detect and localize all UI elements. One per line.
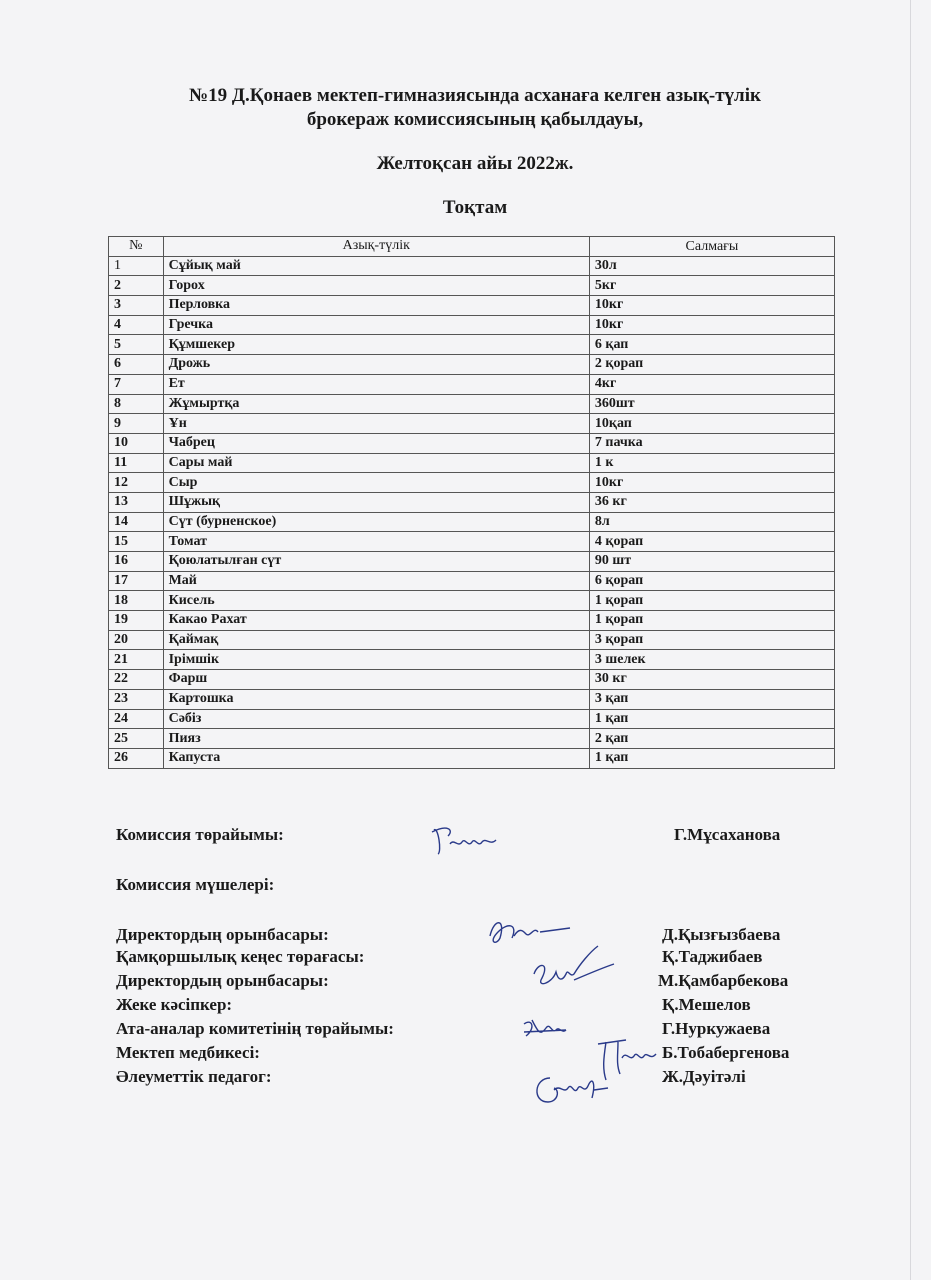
member-name: Б.Тобабергенова — [662, 1043, 790, 1062]
row-number: 9 — [109, 414, 164, 434]
row-number: 15 — [109, 532, 164, 552]
row-number: 23 — [109, 689, 164, 709]
product-name: Гречка — [163, 315, 589, 335]
product-quantity: 2 қап — [589, 729, 834, 749]
product-name: Сары май — [163, 453, 589, 473]
row-number: 8 — [109, 394, 164, 414]
table-row — [109, 532, 835, 552]
product-name: Чабрец — [163, 433, 589, 453]
row-number: 1 — [109, 256, 164, 276]
row-number: 20 — [109, 630, 164, 650]
product-name: Капуста — [163, 748, 589, 768]
product-quantity: 90 шт — [589, 552, 834, 572]
product-quantity: 6 қорап — [589, 571, 834, 591]
product-quantity: 10кг — [589, 296, 834, 316]
member-role: Мектеп медбикесі: — [116, 1043, 260, 1062]
signature-image — [428, 822, 508, 858]
row-number: 4 — [109, 315, 164, 335]
product-name: Перловка — [163, 296, 589, 316]
product-quantity: 8л — [589, 512, 834, 532]
row-number: 2 — [109, 276, 164, 296]
product-quantity: 1 қап — [589, 709, 834, 729]
row-number: 24 — [109, 709, 164, 729]
table-row — [109, 650, 835, 670]
product-quantity: 2 қорап — [589, 355, 834, 375]
row-number: 19 — [109, 611, 164, 631]
row-number: 22 — [109, 670, 164, 690]
product-name: Сыр — [163, 473, 589, 493]
product-quantity: 1 қап — [589, 748, 834, 768]
product-name: Ұн — [163, 414, 589, 434]
product-quantity: 30л — [589, 256, 834, 276]
member-name: Қ.Таджибаев — [662, 947, 763, 966]
product-quantity: 4 қорап — [589, 532, 834, 552]
row-number: 13 — [109, 492, 164, 512]
member-role: Директордың орынбасары: — [116, 925, 329, 944]
table-row — [109, 670, 835, 690]
members-label: Комиссия мүшелері: — [116, 875, 275, 894]
member-role: Әлеуметтік педагог: — [116, 1067, 272, 1086]
row-number: 14 — [109, 512, 164, 532]
member-role: Жеке кәсіпкер: — [116, 995, 233, 1014]
row-number: 10 — [109, 433, 164, 453]
table-row — [109, 552, 835, 572]
table-row — [109, 453, 835, 473]
product-name: Қоюлатылған сүт — [163, 552, 589, 572]
product-name: Дрожь — [163, 355, 589, 375]
table-row — [109, 630, 835, 650]
product-quantity: 3 шелек — [589, 650, 834, 670]
table-row — [109, 394, 835, 414]
product-name: Пияз — [163, 729, 589, 749]
row-number: 12 — [109, 473, 164, 493]
table-row — [109, 256, 835, 276]
table-row — [109, 709, 835, 729]
product-quantity: 5кг — [589, 276, 834, 296]
product-quantity: 1 к — [589, 453, 834, 473]
row-number: 3 — [109, 296, 164, 316]
product-name: Томат — [163, 532, 589, 552]
product-quantity: 1 қорап — [589, 611, 834, 631]
member-name: Қ.Мешелов — [662, 995, 751, 1014]
document-type: Тоқтам — [442, 197, 508, 218]
row-number: 11 — [109, 453, 164, 473]
product-name: Ет — [163, 374, 589, 394]
product-quantity: 30 кг — [589, 670, 834, 690]
table-row — [109, 355, 835, 375]
product-name: Құмшекер — [163, 335, 589, 355]
signature-image — [518, 1014, 574, 1044]
member-name: Ж.Дәуітәлі — [662, 1067, 746, 1086]
product-quantity: 360шт — [589, 394, 834, 414]
column-header-number: № — [109, 237, 164, 257]
table-row — [109, 571, 835, 591]
product-quantity: 4кг — [589, 374, 834, 394]
product-name: Ірімшік — [163, 650, 589, 670]
member-name: Д.Қызғызбаева — [662, 925, 781, 944]
product-quantity: 10кг — [589, 473, 834, 493]
product-name: Какао Рахат — [163, 611, 589, 631]
row-number: 21 — [109, 650, 164, 670]
column-header-quantity: Салмағы — [589, 237, 834, 257]
product-name: Сәбіз — [163, 709, 589, 729]
table-row — [109, 296, 835, 316]
row-number: 18 — [109, 591, 164, 611]
product-quantity: 10қап — [589, 414, 834, 434]
title-line-1: №19 Д.Қонаев мектеп-гимназиясында асханаға келген азық-түлік — [189, 85, 761, 106]
table-row — [109, 748, 835, 768]
table-row — [109, 276, 835, 296]
table-header-row — [109, 237, 835, 257]
product-quantity: 10кг — [589, 315, 834, 335]
product-name: Картошка — [163, 689, 589, 709]
row-number: 25 — [109, 729, 164, 749]
table-row — [109, 492, 835, 512]
title-line-2: брокераж комиссиясының қабылдауы, — [306, 109, 644, 130]
product-quantity: 36 кг — [589, 492, 834, 512]
scan-edge — [910, 0, 911, 1280]
chair-name: Г.Мұсаханова — [674, 825, 781, 844]
product-name: Горох — [163, 276, 589, 296]
member-role: Директордың орынбасары: — [116, 971, 329, 990]
product-quantity: 7 пачка — [589, 433, 834, 453]
member-name: Г.Нуркужаева — [662, 1019, 771, 1038]
signature-image — [530, 1068, 610, 1110]
product-name: Май — [163, 571, 589, 591]
product-name: Жұмыртқа — [163, 394, 589, 414]
column-header-product: Азық-түлік — [163, 237, 589, 257]
row-number: 16 — [109, 552, 164, 572]
table-row — [109, 689, 835, 709]
product-name: Кисель — [163, 591, 589, 611]
table-row — [109, 611, 835, 631]
product-name: Фарш — [163, 670, 589, 690]
row-number: 7 — [109, 374, 164, 394]
row-number: 5 — [109, 335, 164, 355]
goods-table-body — [109, 256, 835, 768]
table-row — [109, 414, 835, 434]
table-row — [109, 433, 835, 453]
product-quantity: 3 қорап — [589, 630, 834, 650]
table-row — [109, 473, 835, 493]
document-date: Желтоқсан айы 2022ж. — [376, 153, 574, 174]
table-row — [109, 729, 835, 749]
row-number: 26 — [109, 748, 164, 768]
product-quantity: 1 қорап — [589, 591, 834, 611]
product-quantity: 6 қап — [589, 335, 834, 355]
row-number: 17 — [109, 571, 164, 591]
product-name: Қаймақ — [163, 630, 589, 650]
member-role: Қамқоршылық кеңес төрағасы: — [116, 947, 365, 966]
product-name: Сүт (бурненское) — [163, 512, 589, 532]
product-name: Сұйық май — [163, 256, 589, 276]
table-row — [109, 335, 835, 355]
member-role: Ата-аналар комитетінің төрайымы: — [116, 1019, 394, 1038]
table-row — [109, 315, 835, 335]
goods-table — [108, 236, 835, 769]
table-row — [109, 512, 835, 532]
table-row — [109, 591, 835, 611]
product-name: Шұжық — [163, 492, 589, 512]
table-row — [109, 374, 835, 394]
chair-label: Комиссия төрайымы: — [116, 825, 284, 844]
row-number: 6 — [109, 355, 164, 375]
member-name: М.Қамбарбекова — [658, 971, 789, 990]
signature-image — [528, 944, 618, 1000]
product-quantity: 3 қап — [589, 689, 834, 709]
